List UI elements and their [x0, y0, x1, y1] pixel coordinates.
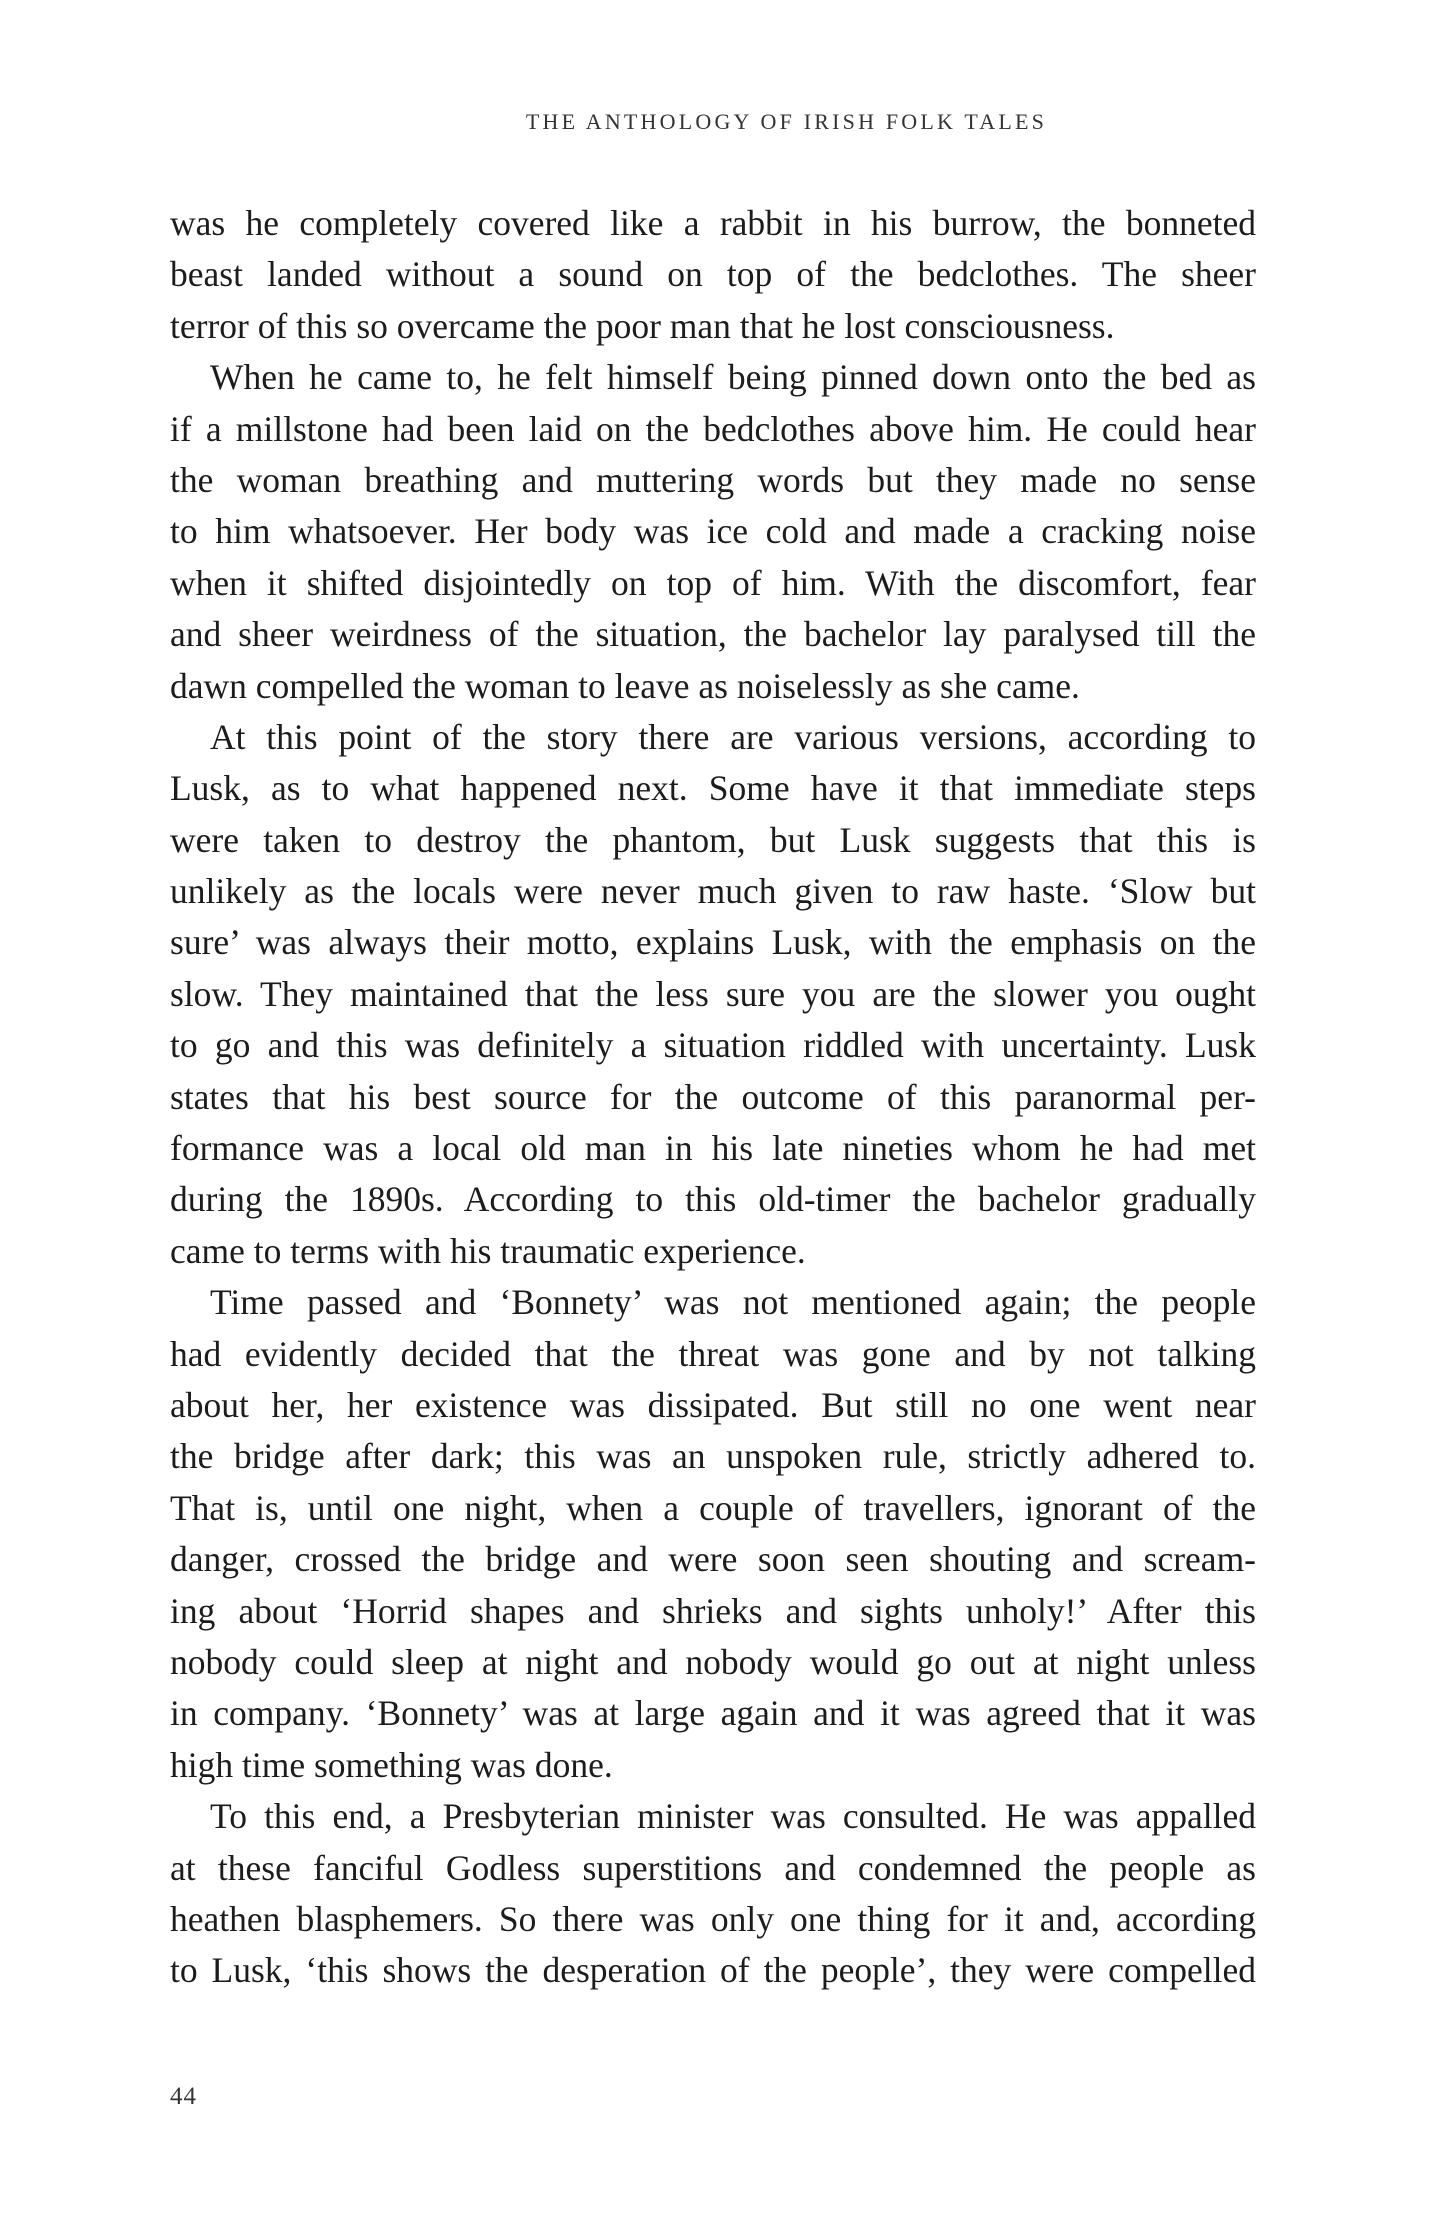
text-line: terror of this so overcame the poor man that he lost consciousness. — [170, 305, 1115, 346]
text-line: when it shifted disjointedly on top of him. With the discomfort, fear — [170, 562, 1256, 603]
text-line: slow. They maintained that the less sure you are the slower you ought — [170, 973, 1256, 1014]
text-line: the woman breathing and muttering words but they made no sense — [170, 459, 1256, 500]
text-line: during the 1890s. According to this old-timer the bachelor gradually — [170, 1179, 1256, 1220]
text-line: At this point of the story there are various versions, according to — [210, 716, 1256, 757]
text-line: Lusk, as to what happened next. Some have it that immediate steps — [170, 768, 1256, 809]
text-line: about her, her existence was dissipated. But still no one went near — [170, 1384, 1256, 1425]
text-line: the bridge after dark; this was an unspoken rule, strictly adhered to. — [170, 1436, 1256, 1477]
text-line: unlikely as the locals were never much given to raw haste. ‘Slow but — [170, 871, 1256, 912]
text-line: if a millstone had been laid on the bedclothes above him. He could hear — [170, 408, 1256, 449]
text-line: high time something was done. — [170, 1744, 613, 1785]
text-line: ing about ‘Horrid shapes and shrieks and sights unholy!’ After this — [170, 1590, 1256, 1631]
text-line: states that his best source for the outcome of this paranormal per- — [170, 1076, 1256, 1117]
text-line: sure’ was always their motto, explains Lusk, with the emphasis on the — [170, 922, 1256, 963]
text-line: Time passed and ‘Bonnety’ was not mentioned again; the people — [210, 1282, 1256, 1323]
text-line: dawn compelled the woman to leave as noiselessly as she came. — [170, 665, 1080, 706]
text-line: beast landed without a sound on top of the bedclothes. The sheer — [170, 254, 1256, 295]
text-line: in company. ‘Bonnety’ was at large again and it was agreed that it was — [170, 1693, 1256, 1734]
text-line: had evidently decided that the threat was gone and by not talking — [170, 1333, 1256, 1374]
page-number: 44 — [170, 2083, 197, 2110]
text-line: at these fanciful Godless superstitions and condemned the people as — [170, 1847, 1256, 1888]
text-line: danger, crossed the bridge and were soon seen shouting and scream- — [170, 1539, 1256, 1580]
text-line: were taken to destroy the phantom, but Lusk suggests that this is — [170, 819, 1256, 860]
text-line: to him whatsoever. Her body was ice cold and made a cracking noise — [170, 511, 1256, 552]
text-line: nobody could sleep at night and nobody would go out at night unless — [170, 1641, 1256, 1682]
text-line: came to terms with his traumatic experience. — [170, 1230, 806, 1271]
text-line: to Lusk, ‘this shows the desperation of the people’, they were compelled — [170, 1950, 1256, 1991]
text-line: and sheer weirdness of the situation, the bachelor lay paralysed till the — [170, 614, 1256, 655]
text-line: formance was a local old man in his late nineties whom he had met — [170, 1128, 1256, 1169]
text-line: heathen blasphemers. So there was only one thing for it and, according — [170, 1898, 1256, 1939]
body-text — [170, 198, 1256, 1997]
text-line: That is, until one night, when a couple of travellers, ignorant of the — [170, 1487, 1256, 1528]
text-line: To this end, a Presbyterian minister was consulted. He was appalled — [210, 1796, 1256, 1837]
running-head: THE ANTHOLOGY OF IRISH FOLK TALES — [525, 109, 1048, 134]
text-line: to go and this was definitely a situation riddled with uncertainty. Lusk — [170, 1025, 1256, 1066]
text-line: When he came to, he felt himself being pinned down onto the bed as — [210, 357, 1256, 398]
text-line: was he completely covered like a rabbit in his burrow, the bonneted — [170, 203, 1256, 243]
